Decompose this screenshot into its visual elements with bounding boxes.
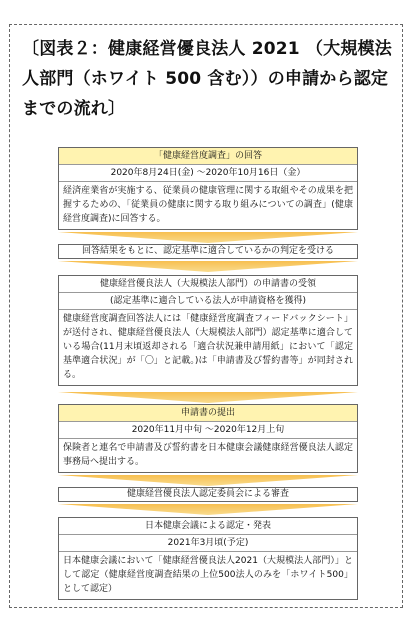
step-certification-dates: 2021年3月頃(予定)	[59, 535, 357, 552]
step-application-receipt	[58, 275, 358, 386]
step-survey-answer	[58, 147, 358, 230]
step-judgement: 回答結果をもとに、認定基準に適合しているかの判定を受ける	[58, 244, 358, 259]
step-certification-title: 日本健康会議による認定・発表	[59, 518, 357, 535]
step-submit-dates: 2020年11月中旬 ～2020年12月上旬	[59, 422, 357, 439]
step-receipt-body: 健康経営度調査回答法人には「健康経営度調査フィードバックシート」が送付され、健康経営優良法人（大規模法人部門）認定基準に適合している場合(11月末頃返却される「適合状況兼申請用紙」において「認定基準適合状況」が「〇」と記載。)は「申請書及び誓約書等」が同封される。	[63, 314, 353, 380]
step-certification	[58, 517, 358, 600]
step-application-submit	[58, 404, 358, 473]
figure-heading: 〔図表２：健康経営優良法人 2021 （大規模法人部門（ホワイト 500 含む））の申請から認定までの流れ〕	[22, 39, 392, 119]
step-submit-body: 保険者と連名で申請書及び誓約書を日本健康会議健康経営優良法人認定事務局へ提出する。	[63, 443, 353, 467]
step-committee-review: 健康経営優良法人認定委員会による審査	[58, 487, 358, 502]
step-survey-body: 経済産業省が実施する、従業員の健康管理に関する取組やその成果を把握するための、「従業員の健康に関する取り組みについての調査」(健康経営度調査)に回答する。	[63, 186, 353, 224]
step-receipt-title: 健康経営優良法人（大規模法人部門）の申請書の受領	[59, 276, 357, 293]
step-certification-body: 日本健康会議において「健康経営優良法人2021（大規模法人部門）」として認定（健康経営度調査結果の上位500法人のみを「ホワイト500」として認定）	[63, 556, 353, 594]
step-survey-dates: 2020年8月24日(金) ～2020年10月16日（金）	[59, 165, 357, 182]
step-receipt-sub: (認定基準に適合している法人が申請資格を獲得)	[59, 293, 357, 310]
step-submit-title: 申請書の提出	[59, 405, 357, 422]
step-survey-title: 「健康経営度調査」の回答	[59, 148, 357, 165]
